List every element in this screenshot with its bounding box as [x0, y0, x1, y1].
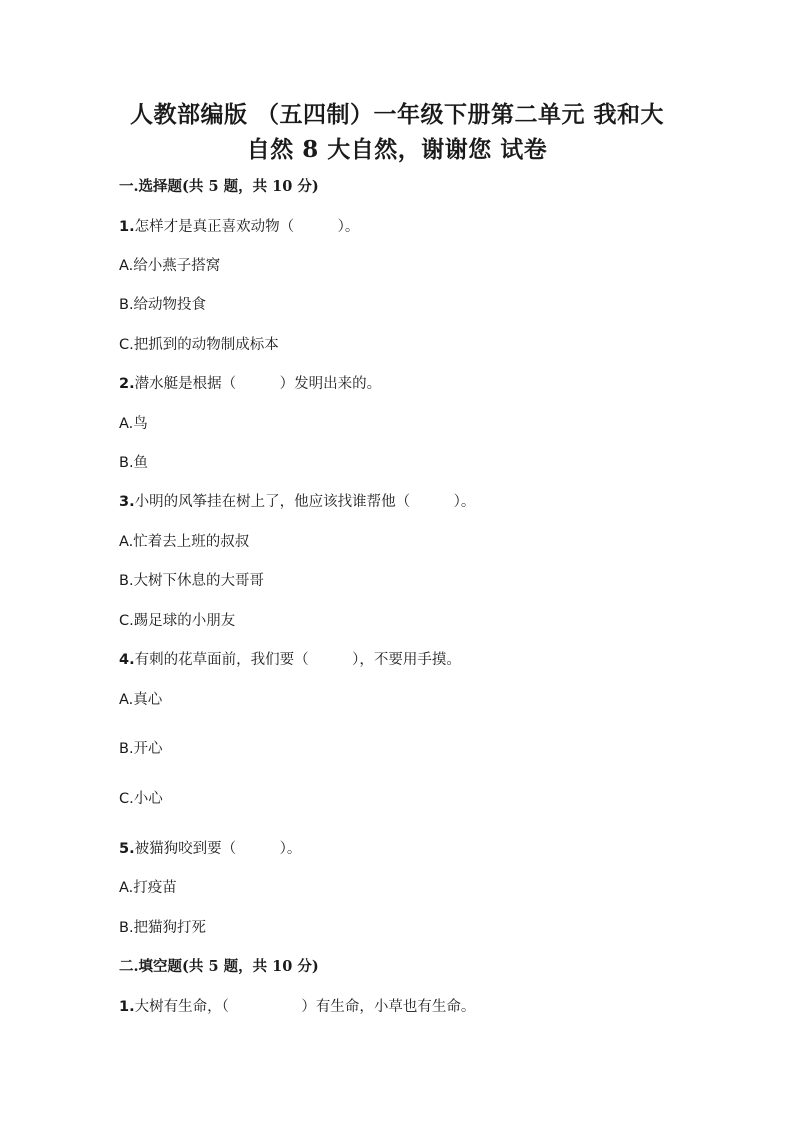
option-4b: B.开心 — [119, 741, 163, 757]
page-title-line-1: 人教部编版 （五四制）一年级下册第二单元 我和大 — [129, 101, 664, 128]
question-number: 1. — [119, 999, 135, 1015]
question-number: 2. — [119, 376, 135, 392]
option-2b: B.鱼 — [119, 455, 149, 471]
question-number: 5. — [119, 841, 135, 857]
question-text: 怎样才是真正喜欢动物（ ）。 — [134, 219, 360, 235]
question-2 — [119, 374, 381, 394]
question-4 — [119, 650, 461, 670]
question-number: 3. — [119, 494, 135, 510]
option-1b: B.给动物投食 — [119, 297, 207, 313]
option-1c: C.把抓到的动物制成标本 — [119, 337, 279, 353]
question-text: 潜水艇是根据（ ）发明出来的。 — [134, 376, 382, 392]
option-2a: A.鸟 — [119, 416, 148, 432]
question-5 — [119, 839, 301, 859]
question-1 — [119, 217, 359, 237]
option-5b: B.把猫狗打死 — [119, 920, 207, 936]
section-heading-choice: 一.选择题(共 5 题，共 10 分) — [119, 178, 319, 195]
question-text: 大树有生命，（ ）有生命，小草也有生命。 — [134, 999, 476, 1015]
option-5a: A.打疫苗 — [119, 880, 177, 896]
fill-question-1 — [119, 997, 475, 1017]
option-1a: A.给小燕子搭窝 — [119, 258, 221, 274]
option-4a: A.真心 — [119, 692, 163, 708]
option-4c: C.小心 — [119, 791, 163, 807]
section-heading-fill-blank: 二.填空题(共 5 题，共 10 分) — [119, 958, 319, 975]
question-number: 1. — [119, 219, 135, 235]
option-3a: A.忙着去上班的叔叔 — [119, 534, 250, 550]
question-3 — [119, 492, 475, 512]
question-text: 被猫狗咬到要（ ）。 — [134, 841, 302, 857]
option-3c: C.踢足球的小朋友 — [119, 613, 236, 629]
question-text: 小明的风筝挂在树上了，他应该找谁帮他（ ）。 — [134, 494, 476, 510]
page-title-line-2: 自然 8 大自然，谢谢您 试卷 — [246, 136, 548, 163]
option-3b: B.大树下休息的大哥哥 — [119, 573, 265, 589]
question-text: 有刺的花草面前，我们要（ ），不要用手摸。 — [134, 652, 461, 668]
question-number: 4. — [119, 652, 135, 668]
